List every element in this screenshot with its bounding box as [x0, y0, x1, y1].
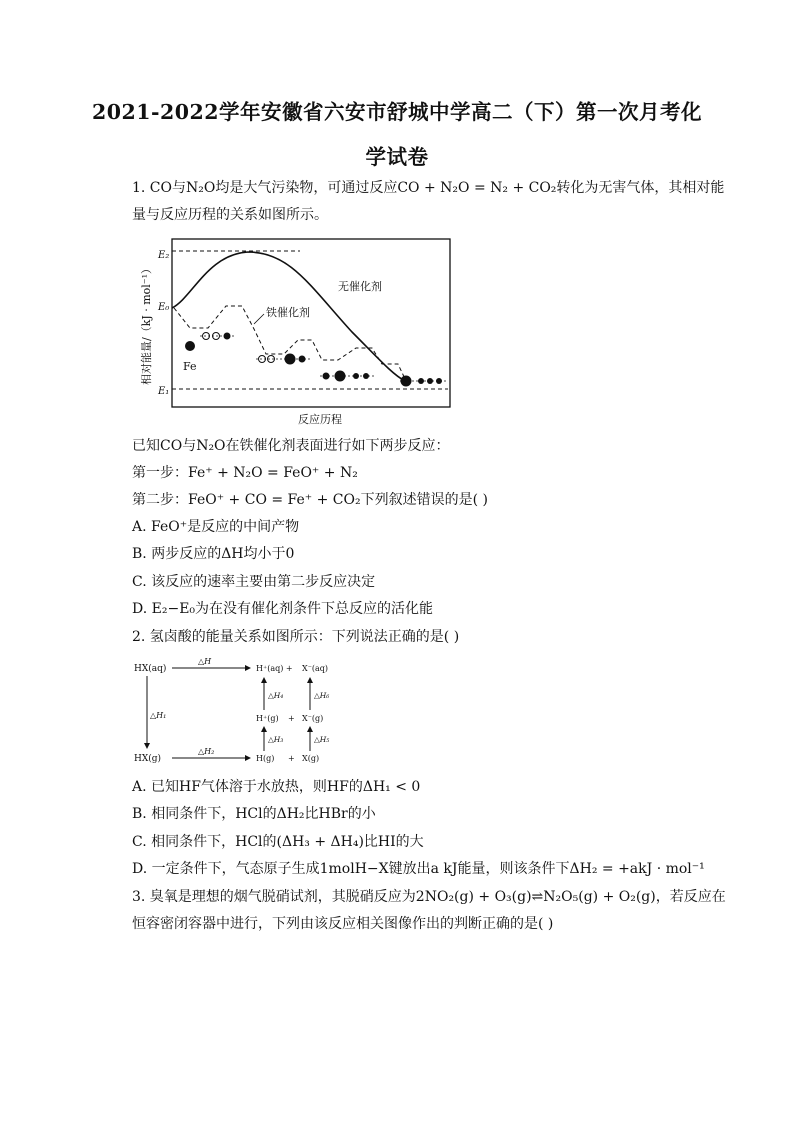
h-g-label: H(g) [256, 754, 275, 763]
e2-label: E₂ [158, 250, 170, 261]
q1-option-b: B. 两步反应的ΔH均小于0 [132, 546, 295, 562]
dh6-label: △H₆ [314, 691, 330, 700]
y-axis-label: 相对能量/（kJ · mol⁻¹） [140, 262, 153, 386]
x-g-label: X(g) [302, 754, 320, 763]
iron-catalyst-leader [254, 314, 264, 324]
q1-known-text: 已知CO与N₂O在铁催化剂表面进行如下两步反应： [132, 438, 450, 454]
q2-option-b: B. 相同条件下，HCl的ΔH₂比HBr的小 [132, 806, 376, 822]
q3-stem-line1: 3. 臭氧是理想的烟气脱硝试剂，其脱硝反应为2NO₂(g) + O₃(g)⇌N₂O₅(g) + O₂(g)，若反应在 [132, 889, 726, 905]
fe-label: Fe [183, 360, 197, 373]
dh-label: △H [198, 657, 212, 666]
x-aq-label: X⁻(aq) [302, 664, 329, 673]
e0-label: E₀ [158, 302, 170, 313]
no-catalyst-label: 无催化剂 [338, 280, 382, 293]
dh1-label: △H₁ [150, 711, 167, 720]
q1-stem-line2: 量与反应历程的关系如图所示。 [132, 207, 328, 223]
dh5-label: △H₅ [314, 735, 330, 744]
q2-option-c: C. 相同条件下，HCl的(ΔH₃ + ΔH₄)比HI的大 [132, 834, 424, 850]
hydrohalic-acid-energy-diagram [130, 654, 360, 772]
document-title-line1: 2021-2022学年安徽省六安市舒城中学高二（下）第一次月考化 [91, 100, 703, 124]
q1-step2: 第二步：FeO⁺ + CO = Fe⁺ + CO₂下列叙述错误的是( ) [132, 492, 488, 508]
h-aq-label: H⁺(aq) + [256, 664, 293, 673]
q1-option-c: C. 该反应的速率主要由第二步反应决定 [132, 574, 376, 590]
q3-stem-line2: 恒容密闭容器中进行，下列由该反应相关图像作出的判断正确的是( ) [132, 916, 554, 932]
dh2-label: △H₂ [198, 747, 215, 756]
fe-atom [185, 341, 195, 351]
n2o-molecule [200, 333, 234, 340]
q1-option-d: D. E₂−E₀为在没有催化剂条件下总反应的活化能 [132, 601, 434, 617]
energy-diagram [130, 236, 455, 431]
plus-sign-2: + [288, 754, 295, 763]
fe-co2-molecules [400, 376, 446, 387]
dh3-label: △H₃ [268, 735, 284, 744]
plus-sign: + [288, 714, 295, 723]
e1-label: E₁ [158, 386, 170, 397]
feo-co-molecules [320, 371, 374, 382]
x-g-ion-label: X⁻(g) [302, 714, 324, 723]
n2-feo-molecules [256, 354, 310, 365]
hx-g-label: HX(g) [134, 754, 162, 764]
iron-catalyst-label: 铁催化剂 [266, 306, 310, 319]
q1-option-a: A. FeO⁺是反应的中间产物 [132, 519, 300, 535]
q1-stem-line1: 1. CO与N₂O均是大气污染物，可通过反应CO + N₂O = N₂ + CO₂转化为无害气体，其相对能 [132, 180, 725, 196]
q2-stem: 2. 氢卤酸的能量关系如图所示：下列说法正确的是( ) [132, 629, 460, 645]
dh4-label: △H₄ [268, 691, 284, 700]
q1-step1: 第一步：Fe⁺ + N₂O = FeO⁺ + N₂ [132, 465, 358, 481]
h-g-ion-label: H⁺(g) [256, 714, 279, 723]
hx-aq-label: HX(aq) [134, 664, 167, 674]
x-axis-label: 反应历程 [298, 413, 342, 426]
q2-option-a: A. 已知HF气体溶于水放热，则HF的ΔH₁ < 0 [132, 779, 421, 795]
document-title-line2: 学试卷 [365, 145, 429, 169]
q2-option-d: D. 一定条件下，气态原子生成1molH−X键放出a kJ能量，则该条件下ΔH₂ = +akJ · mol⁻¹ [132, 861, 705, 877]
